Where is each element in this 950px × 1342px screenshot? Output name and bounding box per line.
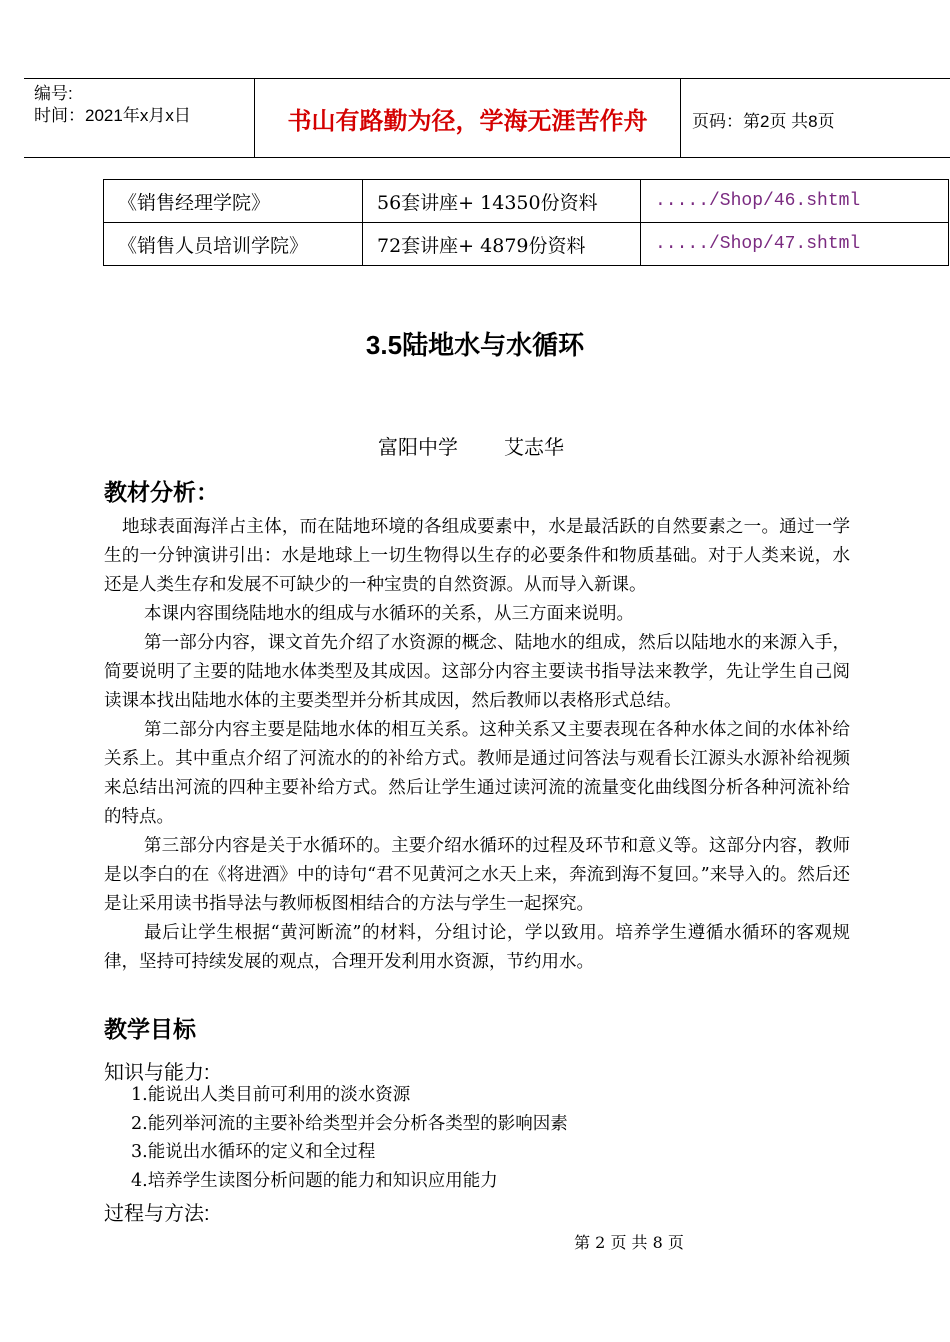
resource-link[interactable]: ...../Shop/46.shtml	[641, 180, 949, 223]
page-header	[24, 78, 950, 158]
resource-table	[103, 179, 949, 266]
table-row	[104, 223, 949, 266]
paragraph: 本课内容围绕陆地水的组成与水循环的关系，从三方面来说明。	[144, 604, 634, 624]
header-divider	[680, 79, 681, 157]
byline	[378, 431, 564, 460]
resource-link[interactable]: ...../Shop/47.shtml	[641, 223, 949, 266]
analysis-body	[104, 513, 850, 977]
paragraph: 第二部分内容主要是陆地水体的相互关系。这种关系又主要表现在各种水体之间的水体补给关系上。其中重点介绍了河流水的的补给方式。教师是通过问答法与观看长江源头水源补给视频来总结出河流的四种主要补给方式。然后让学生通过读河流的流量变化曲线图分析各种河流补给的特点。	[104, 720, 850, 827]
paragraph: 地球表面海洋占主体，而在陆地环境的各组成要素中，水是最活跃的自然要素之一。通过一学生的一分钟演讲引出：水是地球上一切生物得以生存的必要条件和物质基础。对于人类来说，水还是人类生存和发展不可缺少的一种宝贵的自然资源。从而导入新课。	[104, 517, 850, 595]
page-footer: 第 2 页 共 8 页	[574, 1233, 684, 1252]
resource-desc: 72套讲座+ 4879份资料	[363, 223, 641, 266]
section-heading-analysis: 教材分析：	[104, 479, 219, 505]
resource-name: 《销售经理学院》	[104, 180, 363, 223]
header-motto: 书山有路勤为径，学海无涯苦作舟	[287, 105, 648, 135]
objective-list	[131, 1081, 568, 1195]
resource-desc: 56套讲座+ 14350份资料	[363, 180, 641, 223]
header-meta	[34, 83, 191, 127]
byline-school: 富阳中学	[378, 437, 458, 459]
subheading-knowledge: 知识与能力:	[104, 1062, 210, 1084]
list-item: 2.能列举河流的主要补给类型并会分析各类型的影响因素	[131, 1113, 568, 1134]
subheading-process: 过程与方法:	[104, 1203, 210, 1225]
paragraph: 最后让学生根据“黄河断流”的材料，分组讨论，学以致用。培养学生遵循水循环的客观规律，坚持可持续发展的观点，合理开发利用水资源，节约用水。	[104, 923, 850, 972]
paragraph: 第一部分内容，课文首先介绍了水资源的概念、陆地水的组成，然后以陆地水的来源入手，简要说明了主要的陆地水体类型及其成因。这部分内容主要读书指导法来教学，先让学生自己阅读课本找出陆地水体的主要类型并分析其成因，然后教师以表格形式总结。	[104, 633, 850, 711]
section-heading-objectives: 教学目标	[104, 1016, 196, 1042]
time-label: 时间：2021年x月x日	[34, 106, 191, 125]
header-page-label: 页码：第2页 共8页	[692, 112, 835, 131]
byline-author: 艾志华	[504, 437, 564, 459]
list-item: 4.培养学生读图分析问题的能力和知识应用能力	[131, 1170, 498, 1191]
resource-name: 《销售人员培训学院》	[104, 223, 363, 266]
table-row	[104, 180, 949, 223]
list-item: 1.能说出人类目前可利用的淡水资源	[131, 1085, 411, 1105]
list-item: 3.能说出水循环的定义和全过程	[131, 1142, 376, 1162]
paragraph: 第三部分内容是关于水循环的。主要介绍水循环的过程及环节和意义等。这部分内容，教师是以李白的在《将进酒》中的诗句“君不见黄河之水天上来，奔流到海不复回。”来导入的。然后还是让采用读书指导法与教师板图相结合的方法与学生一起探究。	[104, 836, 850, 914]
code-label: 编号:	[34, 84, 73, 103]
document-title: 3.5陆地水与水循环	[365, 330, 585, 360]
